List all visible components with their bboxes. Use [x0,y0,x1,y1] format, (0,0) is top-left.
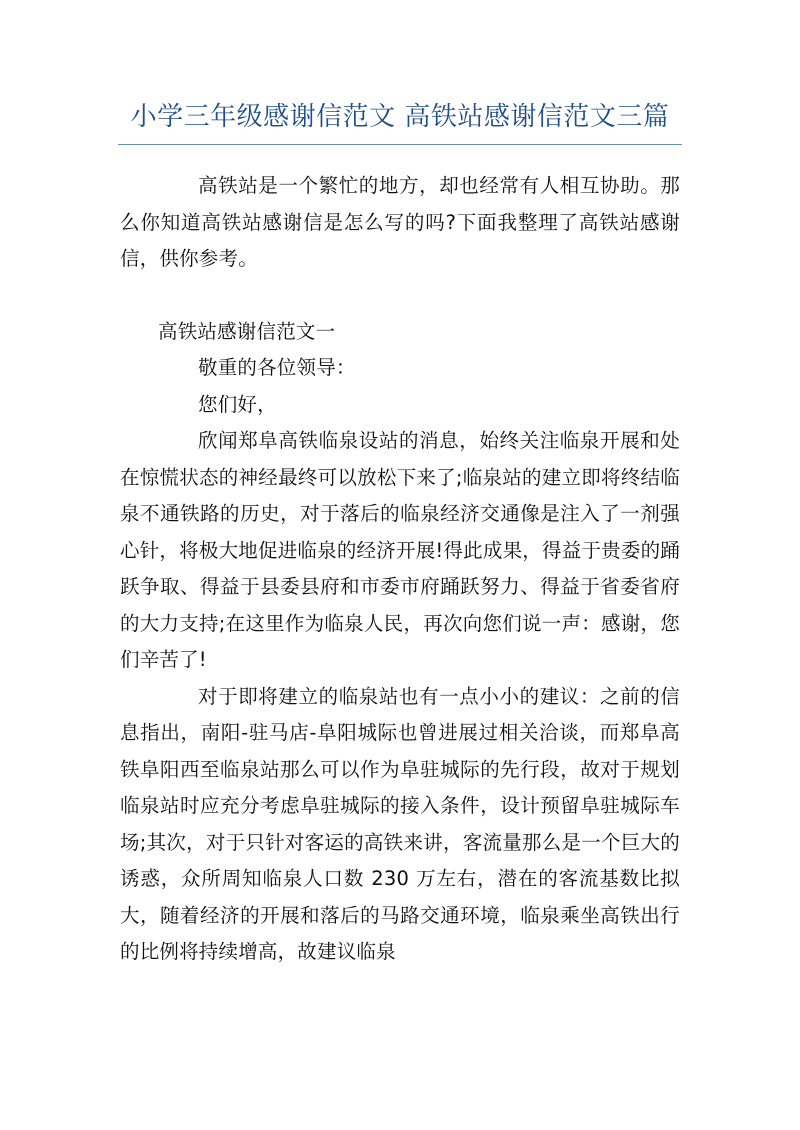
salutation-line: 敬重的各位领导： [198,356,356,379]
greeting-line: 您们好， [198,392,277,416]
section-heading: 高铁站感谢信范文一 [158,319,336,343]
intro-paragraph: 高铁站是一个繁忙的地方，却也经常有人相互协助。那么你知道高铁站感谢信是怎么写的吗?下面我整理了高铁站感谢信，供你参考。 [120,174,680,270]
body-paragraph-1: 欣闻郑阜高铁临泉设站的消息，始终关注临泉开展和处在惊慌状态的神经最终可以放松下来了;临泉站的建立即将终结临泉不通铁路的历史，对于落后的临泉经济交通像是注入了一剂强心针，将极大地促进临泉的经济开展!得此成果，得益于贵委的踊跃争取、得益于县委县府和市委市府踊跃努力、得益于省委省府的大力支持;在这里作为临泉人民，再次向您们说一声：感谢，您们辛苦了! [120,429,680,671]
document-body [120,168,680,971]
title-underline [118,144,682,145]
document-title: 小学三年级感谢信范文 高铁站感谢信范文三篇 [130,102,670,132]
body-paragraph-2: 对于即将建立的临泉站也有一点小小的建议：之前的信息指出，南阳-驻马店-阜阳城际也曾进展过相关洽谈，而郑阜高铁阜阳西至临泉站那么可以作为阜驻城际的先行段，故对于规划临泉站时应充分考虑阜驻城际的接入条件，设计预留阜驻城际车场;其次，对于只针对客运的高铁来讲，客流量那么是一个巨大的诱惑，众所周知临泉人口数 230 万左右，潜在的客流基数比拟大，随着经济的开展和落后的马路交通环境，临泉乘坐高铁出行的比例将持续增高，故建议临泉 [120,684,680,963]
